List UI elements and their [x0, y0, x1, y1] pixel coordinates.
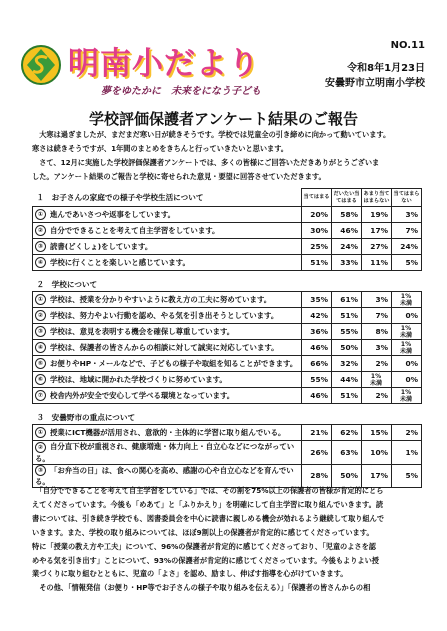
column-header: 当てはまる: [302, 189, 332, 207]
question-text: 進んであいさつや返事をしています。: [50, 209, 176, 219]
item-number: ③: [35, 465, 46, 476]
response-percent: 66%: [302, 356, 332, 372]
item-number: ④: [35, 257, 46, 268]
survey-row: [33, 255, 422, 271]
response-percent: 0%: [392, 356, 422, 372]
response-percent: 1% 未満: [392, 324, 422, 340]
summary-line: めやる気を引き出す」ことについて、93%の保護者が肯定的に感じてくださっています。今後もよりよい授: [32, 555, 379, 565]
survey-question: [33, 425, 302, 441]
intro-line: さて、12月に実施した学校評価保護者アンケートでは、多くの皆様にご回答いただきありがとうございま: [32, 158, 380, 167]
response-percent: 24%: [392, 239, 422, 255]
response-percent: 42%: [302, 308, 332, 324]
question-text: 学校は、努力やよい行動を認め、やる気を引き出そうとしています。: [50, 310, 279, 320]
survey-row: [33, 308, 422, 324]
response-percent: 20%: [302, 207, 332, 223]
item-number: ④: [35, 342, 46, 353]
summary-line: えてくださっています。今後も「めあて」と「ふりかえり」を明確にして自主学習に取り組んでいきます。読: [32, 499, 384, 509]
item-number: ③: [35, 241, 46, 252]
summary-line: いきます。また、学校の取り組みについては、ほぼ9割以上の保護者が肯定的に感じてくださっています。: [32, 527, 374, 537]
intro-line: 大寒は過ぎましたが、まだまだ寒い日が続きそうです。学校では児童全の引き締めに向かって動いています。: [32, 130, 391, 139]
survey-question: [33, 292, 302, 308]
survey-question: [33, 372, 302, 388]
response-percent: 15%: [362, 425, 392, 441]
response-percent: 1% 未満: [392, 292, 422, 308]
response-percent: 26%: [302, 441, 332, 465]
response-percent: 1% 未満: [392, 340, 422, 356]
response-percent: 55%: [332, 324, 362, 340]
survey-row: [33, 372, 422, 388]
issue-number: NO.11: [390, 40, 425, 51]
survey-question: [33, 207, 302, 223]
summary-text: [32, 484, 421, 595]
question-text: お便りやHP・メールなどで、子どもの様子や取組を知ることができます。: [50, 358, 298, 368]
motto: 夢をゆたかに 未来をになう子ども: [101, 86, 261, 97]
response-percent: 1% 未満: [392, 388, 422, 404]
question-text: 学校に行くことを楽しいと感じています。: [50, 257, 190, 267]
question-text: 校舎内外が安全で安心して学べる環境となっています。: [50, 390, 235, 400]
column-header: だいたい当てはまる: [332, 189, 362, 207]
survey-question: [33, 308, 302, 324]
response-percent: 10%: [362, 441, 392, 465]
survey-row: [33, 292, 422, 308]
survey-table: [32, 188, 422, 488]
response-percent: 0%: [392, 308, 422, 324]
survey-question: [33, 340, 302, 356]
question-text: 学校は、保護者の皆さんからの相談に対して誠実に対応しています。: [50, 342, 279, 352]
response-percent: 46%: [302, 388, 332, 404]
item-number: ①: [35, 209, 46, 220]
response-percent: 3%: [362, 340, 392, 356]
response-percent: 51%: [332, 388, 362, 404]
summary-line: 業づくりに取り組むとともに、児童の「よさ」を認め、励まし、伸ばす指導を心がけていきます。: [32, 569, 348, 579]
survey-row: [33, 356, 422, 372]
response-percent: 5%: [392, 255, 422, 271]
response-percent: 62%: [332, 425, 362, 441]
survey-results-table: [32, 188, 421, 488]
response-percent: 28%: [302, 464, 332, 488]
survey-row: [33, 207, 422, 223]
response-percent: 50%: [332, 464, 362, 488]
response-percent: 51%: [332, 308, 362, 324]
response-percent: 55%: [302, 372, 332, 388]
intro-line: 寒さは続きそうですが、1年間のまとめをきちんと行っていきたいと思います。: [32, 144, 288, 153]
response-percent: 46%: [332, 223, 362, 239]
response-percent: 8%: [362, 324, 392, 340]
question-text: 学校は、授業を分かりやすいように教え方の工夫に努めています。: [50, 294, 272, 304]
summary-line: その他、「情報発信（お便り・HP等でお子さんの様子や取り組みを伝える）」「保護者の皆さんからの相: [32, 583, 371, 593]
response-percent: 17%: [362, 464, 392, 488]
question-text: 授業にICT機器が活用され、意欲的・主体的に学習に取り組んでいる。: [50, 427, 286, 437]
survey-question: [33, 324, 302, 340]
response-percent: 44%: [332, 372, 362, 388]
response-percent: 1%: [392, 441, 422, 465]
survey-row: [33, 324, 422, 340]
response-percent: 25%: [302, 239, 332, 255]
item-number: ⑤: [35, 358, 46, 369]
response-percent: 1% 未満: [362, 372, 392, 388]
response-percent: 27%: [362, 239, 392, 255]
response-percent: 7%: [392, 223, 422, 239]
survey-question: [33, 441, 302, 465]
section-title: ２ 学校について: [33, 277, 422, 292]
issue-date: 令和8年1月23日: [347, 63, 425, 74]
summary-line: 書については、引き続き学校でも、図書委員会を中心に読書に親しめる機会が効れるよう継続して取り組んで: [32, 513, 385, 523]
response-percent: 35%: [302, 292, 332, 308]
item-number: ②: [35, 442, 46, 453]
survey-row: [33, 388, 422, 404]
survey-row: [33, 425, 422, 441]
item-number: ③: [35, 326, 46, 337]
survey-question: [33, 255, 302, 271]
response-percent: 24%: [332, 239, 362, 255]
response-percent: 50%: [332, 340, 362, 356]
item-number: ⑦: [35, 390, 46, 401]
question-text: 「お弁当の日」は、食への関心を高め、感謝の心や自立心などを育んでいる。: [35, 465, 294, 486]
section-header-row: [33, 410, 422, 425]
response-percent: 21%: [302, 425, 332, 441]
column-header: あまり当てはまらない: [362, 189, 392, 207]
school-name: 安曇野市立明南小学校: [325, 78, 425, 89]
response-percent: 3%: [392, 207, 422, 223]
response-percent: 2%: [362, 388, 392, 404]
item-number: ①: [35, 294, 46, 305]
response-percent: 17%: [362, 223, 392, 239]
column-header: 当てはまらない: [392, 189, 422, 207]
survey-row: [33, 340, 422, 356]
response-percent: 19%: [362, 207, 392, 223]
survey-question: [33, 223, 302, 239]
response-percent: 7%: [362, 308, 392, 324]
intro-line: した。アンケート結果のご報告と学校に寄せられた意見・要望に回答させていただきます。: [32, 172, 326, 181]
article-headline: 学校評価保護者アンケート結果のご報告: [88, 110, 359, 128]
response-percent: 58%: [332, 207, 362, 223]
school-emblem-icon: [20, 44, 62, 86]
item-number: ②: [35, 225, 46, 236]
section-header-row: [33, 189, 422, 207]
response-percent: 32%: [332, 356, 362, 372]
response-percent: 0%: [392, 372, 422, 388]
item-number: ⑥: [35, 374, 46, 385]
survey-question: [33, 356, 302, 372]
question-text: 学校は、意見を表明する機会を確保し尊重しています。: [50, 326, 235, 336]
question-text: 自分直下校が重視され、健康増進・体力向上・自立心などにつながっている。: [35, 442, 295, 463]
question-text: 学校は、地域に開かれた学校づくりに努めています。: [50, 374, 227, 384]
survey-row: [33, 239, 422, 255]
response-percent: 11%: [362, 255, 392, 271]
summary-line: 「自分でできることを考えて自主学習をしている」では、その割を75%以上の保護者の皆様が肯定的にとら: [32, 486, 384, 495]
question-text: 自分でできることを考えて自主学習をしています。: [50, 225, 220, 235]
section-header-row: [33, 277, 422, 292]
response-percent: 33%: [332, 255, 362, 271]
summary-line: 特に「授業の教え方や工夫」について、96%の保護者が肯定的に感じてくださっており、「児童のよさを認: [32, 541, 376, 551]
response-percent: 36%: [302, 324, 332, 340]
survey-row: [33, 223, 422, 239]
response-percent: 2%: [362, 356, 392, 372]
response-percent: 51%: [302, 255, 332, 271]
survey-question: [33, 239, 302, 255]
response-percent: 61%: [332, 292, 362, 308]
item-number: ②: [35, 310, 46, 321]
intro-text: [32, 128, 421, 184]
response-percent: 2%: [392, 425, 422, 441]
response-percent: 63%: [332, 441, 362, 465]
question-text: 読書(どくしょ)をしています。: [50, 241, 153, 251]
masthead: [6, 26, 441, 106]
response-percent: 3%: [362, 292, 392, 308]
section-title: ３ 安曇野市の重点について: [33, 410, 422, 425]
item-number: ①: [35, 427, 46, 438]
response-percent: 30%: [302, 223, 332, 239]
response-percent: 46%: [302, 340, 332, 356]
survey-row: [33, 441, 422, 465]
section-title: １ お子さんの家庭での様子や学校生活について: [36, 192, 204, 202]
survey-question: [33, 388, 302, 404]
newsletter-title: 明南小だより: [68, 46, 260, 82]
response-percent: 5%: [392, 464, 422, 488]
